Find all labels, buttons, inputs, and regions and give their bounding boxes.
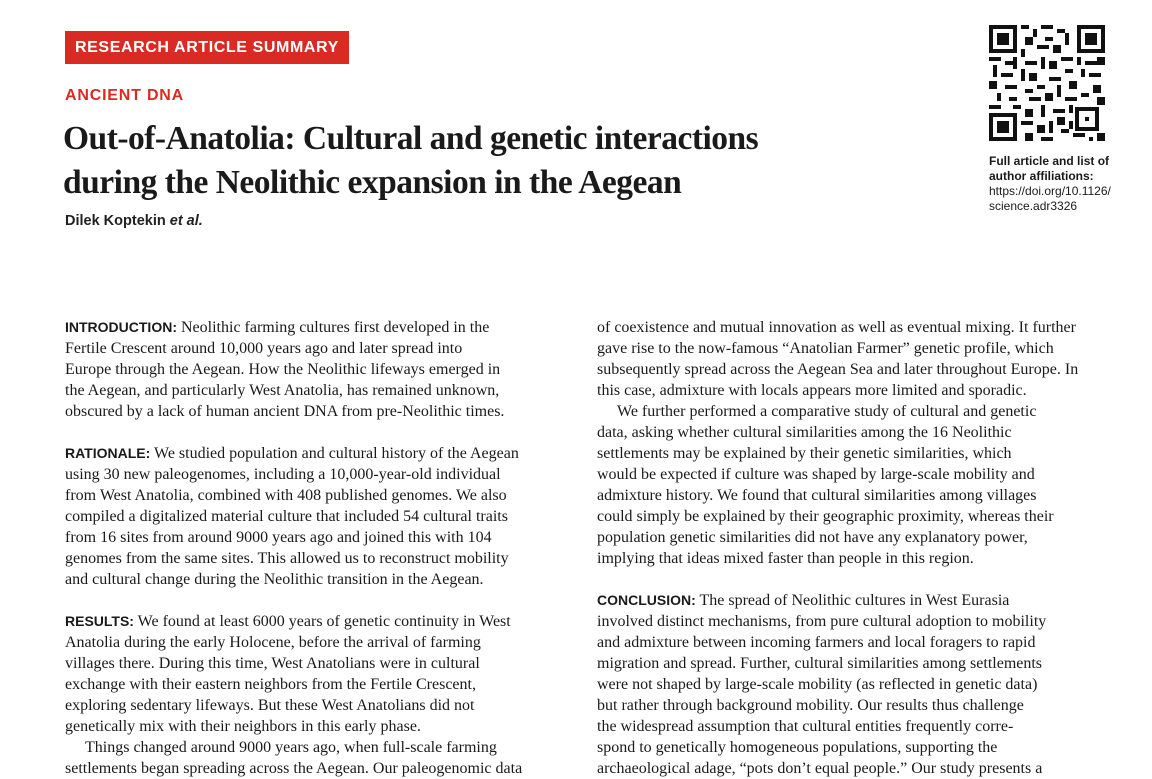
text-line: migration and spread. Further, cultural similarities among settlements: [597, 655, 1043, 672]
affiliations-note: [989, 154, 1124, 214]
left-column: [65, 317, 575, 779]
text-line: implying that ideas mixed faster than people in this region.: [597, 550, 974, 567]
text-line: gave rise to the now-famous “Anatolian Farmer” genetic profile, which: [597, 340, 1054, 357]
text-line: were not shaped by large-scale mobility (as reflected in genetic data): [597, 676, 1038, 693]
text-line: exchange with their eastern neighbors from the Fertile Crescent,: [65, 676, 476, 693]
text-line: Things changed around 9000 years ago, when full-scale farming: [85, 739, 497, 756]
introduction-label: INTRODUCTION:: [65, 319, 177, 335]
text-run: The spread of Neolithic cultures in West Eurasia: [695, 592, 1010, 609]
text-line: Fertile Crescent around 10,000 years ago and later spread into: [65, 340, 463, 357]
section-kicker: ANCIENT DNA: [65, 87, 185, 104]
text-line: Europe through the Aegean. How the Neolithic lifeways emerged in: [65, 361, 501, 378]
text-line: genomes from the same sites. This allowed us to reconstruct mobility: [65, 550, 509, 567]
author-line: [65, 213, 203, 229]
text-line: obscured by a lack of human ancient DNA from pre-Neolithic times.: [65, 403, 505, 420]
text-line: genetically mix with their neighbors in this early phase.: [65, 718, 421, 735]
text-line: the widespread assumption that cultural entities frequently corre-: [597, 718, 1014, 735]
results-label: RESULTS:: [65, 613, 134, 629]
text-line: data, asking whether cultural similarities among the 16 Neolithic: [597, 424, 1012, 441]
text-line: settlements may be explained by their genetic similarities, which: [597, 445, 1012, 462]
conclusion-label: CONCLUSION:: [597, 592, 696, 608]
author-name: Dilek Koptekin: [65, 213, 166, 229]
text-line: [65, 443, 575, 464]
text-line: population genetic similarities did not have any explanatory power,: [597, 529, 1028, 546]
text-line: exploring sedentary lifeways. But these West Anatolians did not: [65, 697, 475, 714]
text-line: could simply be explained by their geographic proximity, whereas their: [597, 508, 1054, 525]
text-line: from West Anatolia, combined with 408 published genomes. We also: [65, 487, 507, 504]
rationale-label: RATIONALE:: [65, 445, 151, 461]
text-line: but rather through background mobility. Our results thus challenge: [597, 697, 1024, 714]
text-line: of coexistence and mutual innovation as well as eventual mixing. It further: [597, 319, 1076, 336]
affil-heading: Full article and list of: [989, 154, 1110, 168]
article-type-badge: RESEARCH ARTICLE SUMMARY: [65, 31, 349, 64]
text-line: involved distinct mechanisms, from pure cultural adoption to mobility: [597, 613, 1047, 630]
text-line: spond to genetically homogeneous populations, supporting the: [597, 739, 998, 756]
title-line: Out-of-Anatolia: Cultural and genetic interactions: [63, 120, 759, 157]
text-line: archaeological adage, “pots don’t equal people.” Our study presents a: [597, 760, 1043, 777]
text-line: [597, 590, 1107, 611]
doi-link[interactable]: science.adr3326: [989, 199, 1078, 213]
affil-heading: author affiliations:: [989, 169, 1094, 183]
text-line: using 30 new paleogenomes, including a 10,000-year-old individual: [65, 466, 501, 483]
author-etal: et al.: [169, 213, 203, 229]
text-line: [65, 317, 575, 338]
right-column: [597, 317, 1107, 779]
text-line: would be expected if culture was shaped by large-scale mobility and: [597, 466, 1035, 483]
text-line: from 16 sites from around 9000 years ago and joined this with 104: [65, 529, 492, 546]
text-line: villages there. During this time, West Anatolians were in cultural: [65, 655, 480, 672]
text-run: We studied population and cultural history of the Aegean: [150, 445, 519, 462]
text-line: subsequently spread across the Aegean Sea and later throughout Europe. In: [597, 361, 1079, 378]
text-line: We further performed a comparative study of cultural and genetic: [617, 403, 1037, 420]
text-line: this case, admixture with locals appears more limited and sporadic.: [597, 382, 1027, 399]
text-run: We found at least 6000 years of genetic continuity in West: [133, 613, 511, 630]
text-line: and cultural change during the Neolithic transition in the Aegean.: [65, 571, 484, 588]
doi-link[interactable]: https://doi.org/10.1126/: [989, 184, 1111, 198]
text-line: and admixture between incoming farmers and local foragers to rapid: [597, 634, 1036, 651]
text-line: Anatolia during the early Holocene, before the arrival of farming: [65, 634, 481, 651]
text-line: the Aegean, and particularly West Anatolia, has remained unknown,: [65, 382, 500, 399]
text-line: admixture history. We found that cultural similarities among villages: [597, 487, 1037, 504]
article-title: [63, 117, 783, 205]
text-line: [65, 611, 575, 632]
text-line: settlements began spreading across the Aegean. Our paleogenomic data: [65, 760, 523, 777]
text-line: compiled a digitalized material culture that included 54 cultural traits: [65, 508, 508, 525]
text-run: Neolithic farming cultures first developed in the: [177, 319, 490, 336]
title-line: during the Neolithic expansion in the Aegean: [63, 164, 682, 201]
qr-code-icon[interactable]: [989, 25, 1105, 141]
